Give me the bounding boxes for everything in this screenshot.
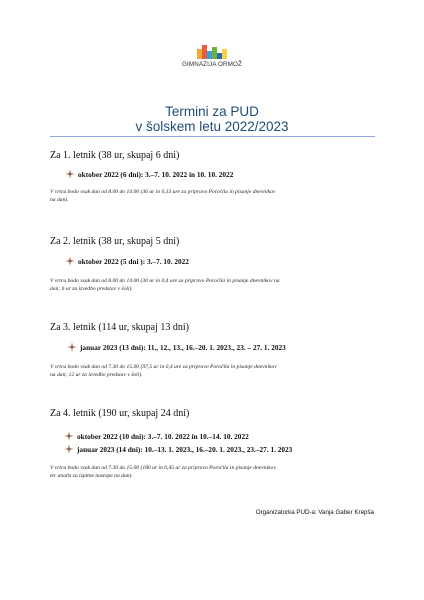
logo-text: GIMNAZIJA ORMOŽ xyxy=(182,61,242,68)
section-note xyxy=(50,188,380,204)
sparkle-bullet-icon xyxy=(65,256,75,266)
note-line: V vrtcu bodo vsak dan od 7.30 do 15.00 (180 ur in 0,45 ur za pripravo Poročila in pisanje dnevnikov xyxy=(50,465,276,471)
note-line: V vrtcu bodo vsak dan od 7.30 do 15.00 (97,5 ur in 0,4 ure za pripravo Poročila in pisanje dnevnikov xyxy=(50,364,277,370)
schedule-text: januar 2023 (14 dni): 10.–13. 1. 2023., 16.–20. 1. 2023., 23.–27. 1. 2023 xyxy=(77,445,293,454)
signature: Organizatorka PUD-a: Vanja Gaber Krepša xyxy=(255,509,374,516)
sparkle-bullet-icon xyxy=(65,169,75,179)
sparkle-bullet-icon xyxy=(67,342,77,352)
section-heading: Za 1. letnik (38 ur, skupaj 6 dni) xyxy=(50,150,180,161)
page-title: Termini za PUD xyxy=(165,104,259,119)
section-heading: Za 4. letnik (190 ur, skupaj 24 dni) xyxy=(50,408,190,419)
sparkle-bullet-icon xyxy=(64,444,74,454)
section-note xyxy=(50,277,380,293)
sparkle-bullet-icon xyxy=(64,431,74,441)
section-note xyxy=(50,464,380,480)
schedule-text: oktober 2022 (10 dni): 3.–7. 10. 2022 in 10.–14. 10. 2022 xyxy=(77,432,249,441)
note-line: na dan). xyxy=(50,197,69,204)
schedule-text: oktober 2022 (5 dni ): 3.–7. 10. 2022 xyxy=(78,257,189,266)
schedule-text: januar 2023 (13 dni): 11., 12., 13., 16.–20. 1. 2023., 23. – 27. 1. 2023 xyxy=(80,343,286,352)
schedule-text: oktober 2022 (6 dni): 3.–7. 10. 2022 in 10. 10. 2022 xyxy=(78,170,234,179)
note-line: dan; 6 ur za izvedbo predstav v šoli). xyxy=(50,286,133,293)
section-heading: Za 2. letnik (38 ur, skupaj 5 dni) xyxy=(50,236,180,247)
note-line: ter analiz za izpitne nastope na dan). xyxy=(50,473,133,480)
note-line: V vrtcu bodo vsak dan od 8.00 do 14.00 (30 ur in 0,4 ure za pripravo Poročila in pisanje dnevnikov na xyxy=(50,278,280,284)
title-divider xyxy=(50,136,375,137)
page-subtitle: v šolskem letu 2022/2023 xyxy=(135,119,289,134)
section-heading: Za 3. letnik (114 ur, skupaj 13 dni) xyxy=(50,322,189,333)
section-note xyxy=(50,363,380,379)
note-line: na dan; 12 ur za izvedbo predstav v šoli). xyxy=(50,372,143,379)
note-line: V vrtcu bodo vsak dan od 8.00 do 14.00 (36 ur in 0,33 ure za pripravo Poročila in pisanje dnevnikov xyxy=(50,189,276,195)
